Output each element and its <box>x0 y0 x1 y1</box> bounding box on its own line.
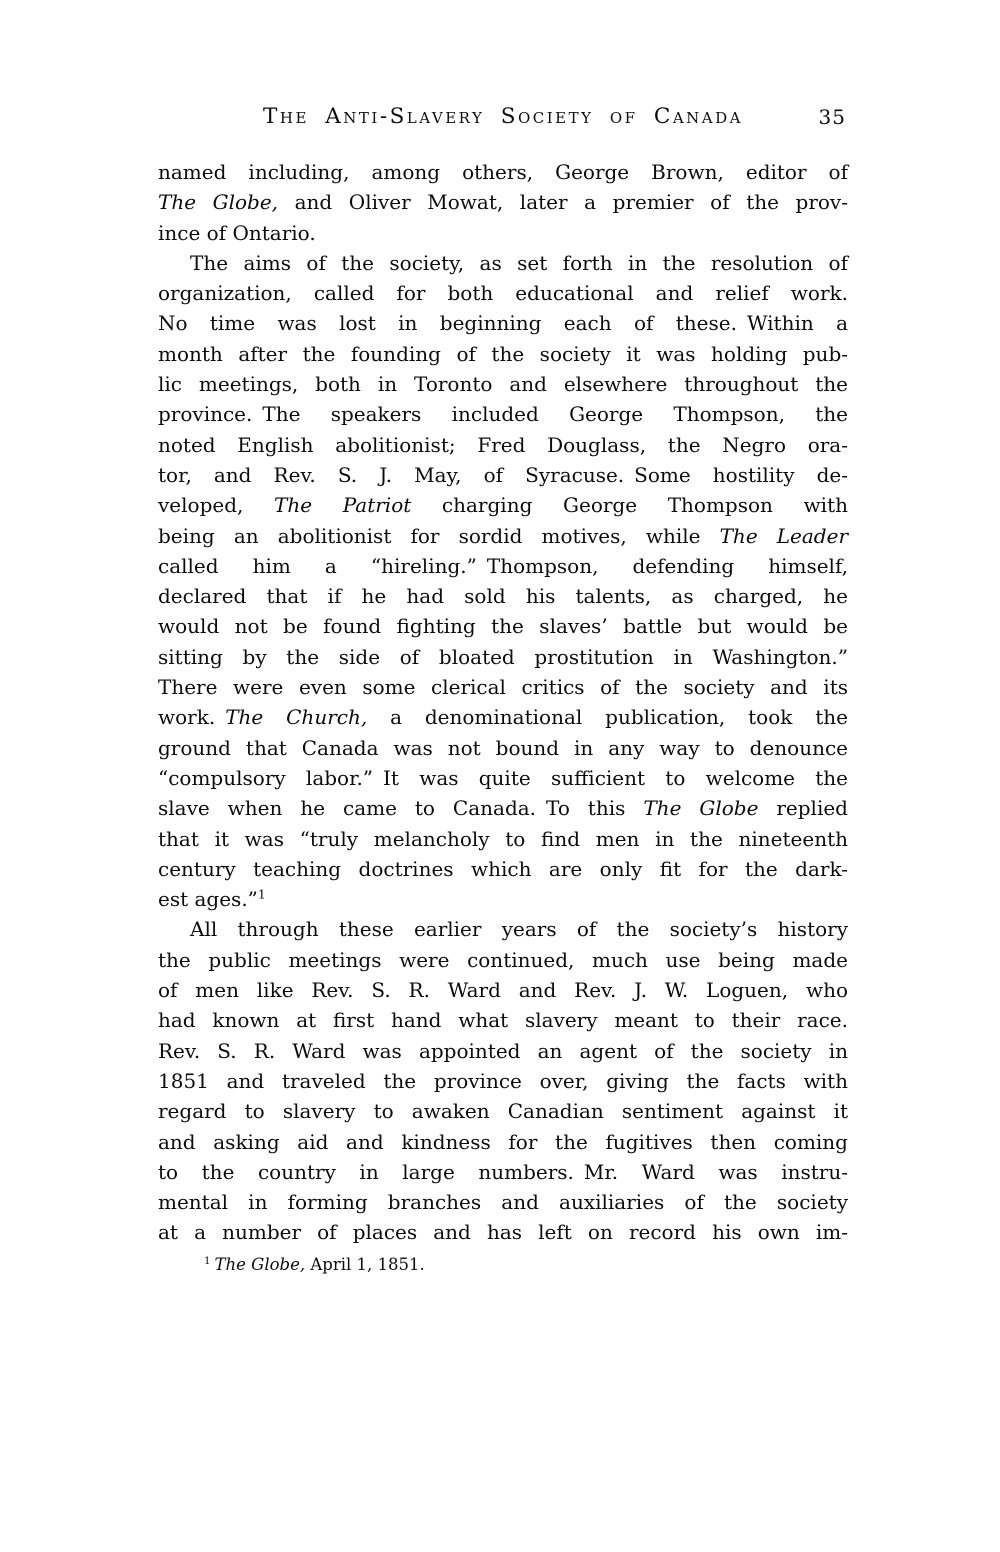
text-line <box>158 1217 848 1247</box>
text-segment: organization, called for both educational and relief work. <box>158 281 848 306</box>
text-line <box>158 1036 848 1066</box>
text-segment: tor, and Rev. S. J. May, of Syracuse. Some hostility de- <box>158 462 848 487</box>
text-segment: named including, among others, George Brown, editor of <box>158 160 848 184</box>
text-segment: would not be found fighting the slaves’ battle but would be <box>158 614 848 639</box>
italic-text: The Church, <box>225 705 368 730</box>
text-line <box>158 399 848 429</box>
text-line <box>158 490 848 520</box>
text-line <box>158 733 848 763</box>
text-line <box>158 581 848 611</box>
text-line <box>158 460 848 490</box>
text-segment: 1851 and traveled the province over, giving the facts with <box>158 1068 848 1093</box>
footnote <box>158 1253 848 1277</box>
text-segment: declared that if he had sold his talents, as charged, he <box>158 584 848 609</box>
text-segment: The aims of the society, as set forth in the resolution of <box>190 250 848 275</box>
text-segment: “compulsory labor.” It was quite sufficient to welcome the <box>158 765 848 790</box>
text-segment: and asking aid and kindness for the fugitives then coming <box>158 1129 848 1154</box>
text-line <box>158 430 848 460</box>
page-number: 35 <box>818 105 846 129</box>
text-segment: and Oliver Mowat, later a premier of the prov- <box>278 190 848 215</box>
text-line <box>158 824 848 854</box>
text-segment: veloped, <box>158 493 275 518</box>
text-segment: work. <box>158 705 226 730</box>
text-segment: sitting by the side of bloated prostitution in Washington.” <box>158 644 848 669</box>
text-segment: of men like Rev. S. R. Ward and Rev. J. W. Loguen, who <box>158 978 848 1003</box>
text-line <box>158 278 848 308</box>
text-segment: lic meetings, both in Toronto and elsewhere throughout the <box>158 372 848 397</box>
text-line <box>158 248 848 278</box>
text-segment: charging George Thompson with <box>411 493 848 518</box>
running-header <box>158 104 848 134</box>
text-line <box>158 763 848 793</box>
text-segment: called him a “hireling.” Thompson, defending himself, <box>158 553 848 578</box>
text-segment: at a number of places and has left on record his own im- <box>158 1220 848 1245</box>
text-segment: century teaching doctrines which are only fit for the dark- <box>158 856 848 881</box>
text-line <box>158 854 848 884</box>
footnote-work-title: The Globe, <box>214 1255 306 1274</box>
text-segment: est ages.” <box>158 887 258 912</box>
text-line <box>158 369 848 399</box>
footnote-reference: 1 <box>257 886 266 902</box>
text-line <box>158 793 848 823</box>
text-segment: the public meetings were continued, much use being made <box>158 947 848 972</box>
text-line <box>158 611 848 641</box>
running-header-title: The Anti-Slavery Society of Canada <box>263 104 743 129</box>
text-line <box>158 1096 848 1126</box>
text-line <box>158 884 848 914</box>
text-line <box>158 914 848 944</box>
text-segment: month after the founding of the society it was holding pub- <box>158 341 848 366</box>
text-line <box>158 1157 848 1187</box>
text-segment: ince of Ontario. <box>158 220 316 245</box>
text-line <box>158 1066 848 1096</box>
text-segment: regard to slavery to awaken Canadian sentiment against it <box>158 1099 848 1124</box>
italic-text: The Patriot <box>274 493 412 518</box>
italic-text: The Globe <box>643 796 759 821</box>
footnote-citation: April 1, 1851. <box>305 1255 425 1274</box>
text-line <box>158 521 848 551</box>
text-line <box>158 702 848 732</box>
text-line <box>158 945 848 975</box>
text-line <box>158 1005 848 1035</box>
text-segment: noted English abolitionist; Fred Douglass, the Negro ora- <box>158 432 848 457</box>
text-segment: a denominational publication, took the <box>367 705 848 730</box>
text-segment: had known at first hand what slavery meant to their race. <box>158 1008 848 1033</box>
text-line <box>158 551 848 581</box>
text-segment: No time was lost in beginning each of these. Within a <box>158 311 848 336</box>
text-segment: province. The speakers included George Thompson, the <box>158 402 848 427</box>
italic-text: The Globe, <box>158 190 279 215</box>
footnote-marker: 1 <box>204 1255 211 1267</box>
text-segment: Rev. S. R. Ward was appointed an agent of the society in <box>158 1038 848 1063</box>
body-text <box>158 157 848 1248</box>
text-segment: There were even some clerical critics of the society and its <box>158 675 848 700</box>
text-segment: to the country in large numbers. Mr. Ward was instru- <box>158 1159 848 1184</box>
text-segment: replied <box>758 796 848 821</box>
text-line <box>158 1127 848 1157</box>
text-line <box>158 308 848 338</box>
text-line <box>158 218 848 248</box>
text-line <box>158 975 848 1005</box>
text-line <box>158 187 848 217</box>
text-line <box>158 672 848 702</box>
text-line <box>158 642 848 672</box>
text-line <box>158 339 848 369</box>
text-line <box>158 1187 848 1217</box>
text-segment: All through these earlier years of the society’s history <box>190 917 848 942</box>
text-segment: mental in forming branches and auxiliaries of the society <box>158 1190 848 1215</box>
text-segment: that it was “truly melancholy to find men in the nineteenth <box>158 826 848 851</box>
text-line <box>158 157 848 187</box>
italic-text: The Leader <box>719 523 848 548</box>
text-segment: slave when he came to Canada. To this <box>158 796 644 821</box>
text-segment: being an abolitionist for sordid motives, while <box>158 523 720 548</box>
text-segment: ground that Canada was not bound in any way to denounce <box>158 735 848 760</box>
